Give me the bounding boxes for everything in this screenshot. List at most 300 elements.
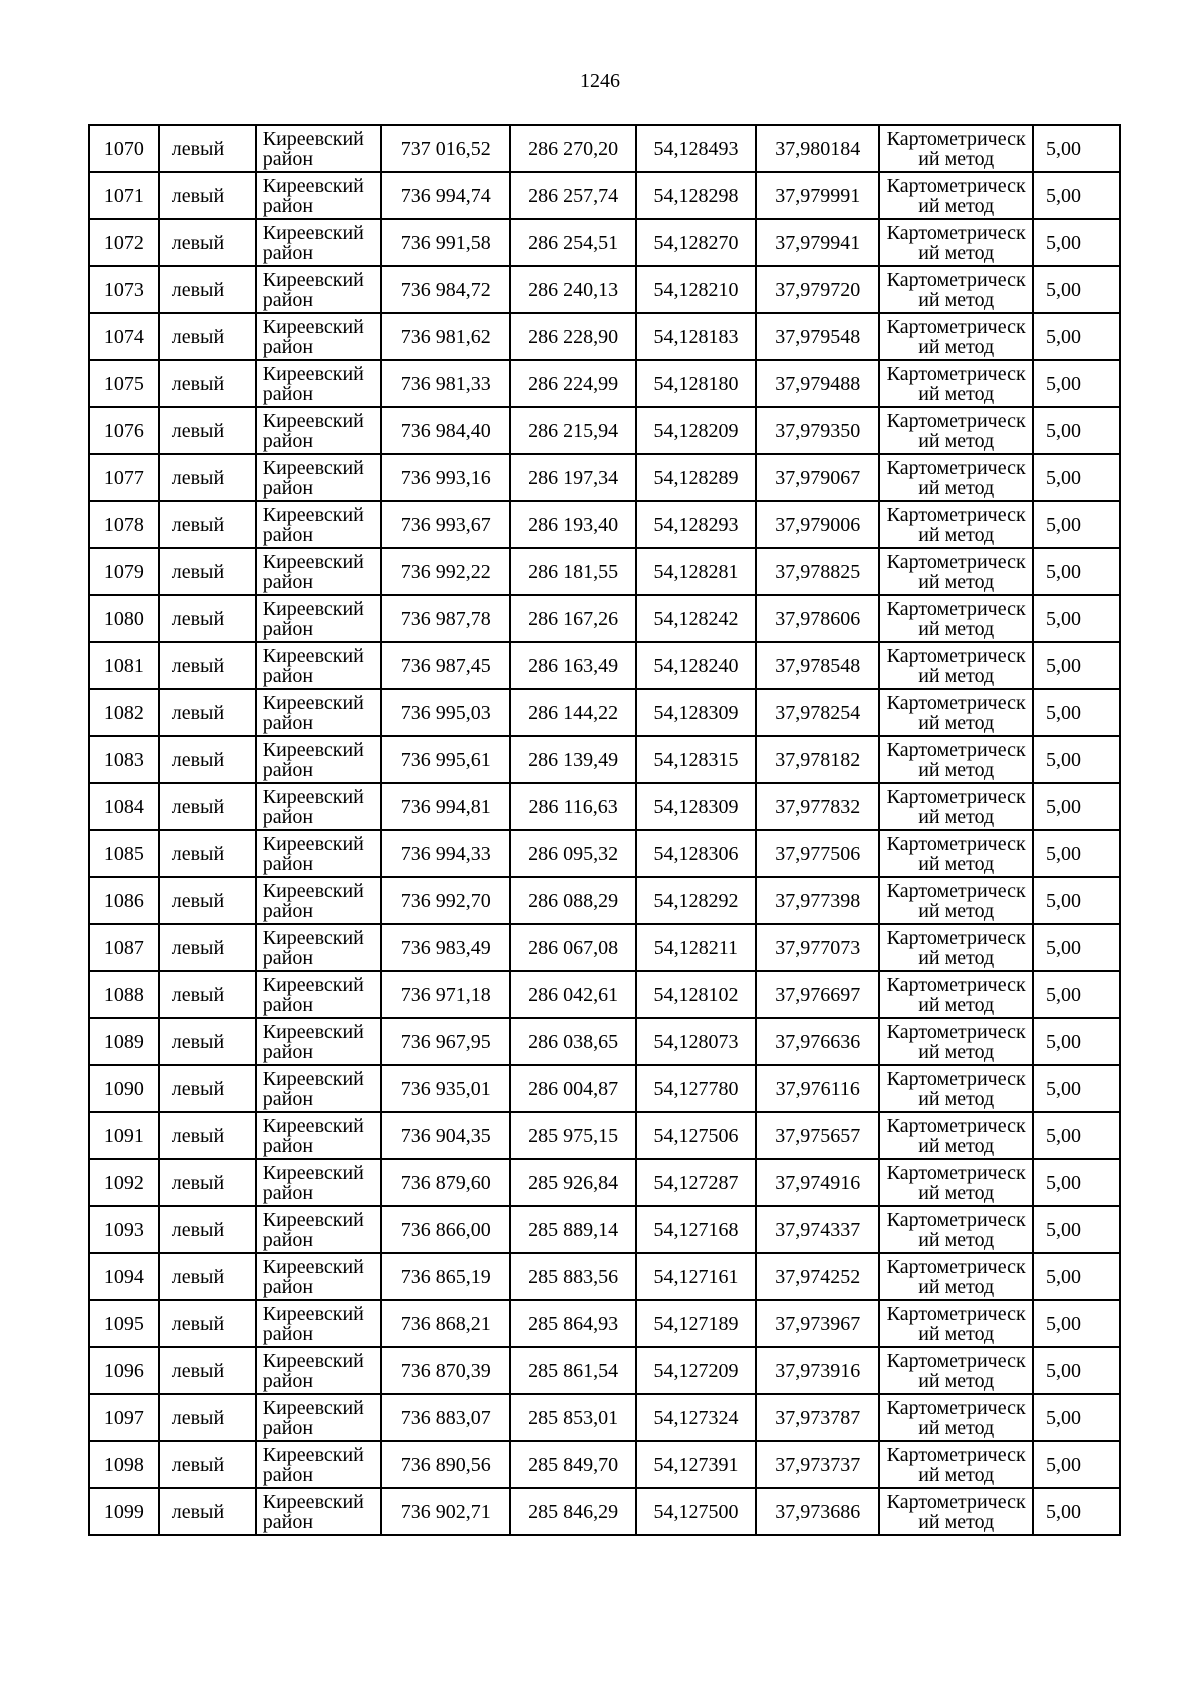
latitude-cell: 54,128211 <box>636 924 756 971</box>
table-row <box>89 1441 1120 1488</box>
bank-side-cell: левый <box>159 1347 256 1394</box>
coord-y-cell: 286 042,61 <box>510 971 635 1018</box>
coord-x-cell: 736 870,39 <box>381 1347 510 1394</box>
bank-side-cell: левый <box>159 783 256 830</box>
longitude-cell: 37,973916 <box>756 1347 879 1394</box>
coord-y-cell: 286 116,63 <box>510 783 635 830</box>
longitude-cell: 37,977398 <box>756 877 879 924</box>
coord-y-cell: 286 197,34 <box>510 454 635 501</box>
table-row <box>89 454 1120 501</box>
latitude-cell: 54,128289 <box>636 454 756 501</box>
district-cell: Киреевский район <box>256 1300 381 1347</box>
point-number-cell: 1094 <box>89 1253 159 1300</box>
coord-x-cell: 736 883,07 <box>381 1394 510 1441</box>
latitude-cell: 54,128183 <box>636 313 756 360</box>
latitude-cell: 54,128270 <box>636 219 756 266</box>
method-cell: Картометрический метод <box>879 1253 1033 1300</box>
bank-side-cell: левый <box>159 407 256 454</box>
latitude-cell: 54,128309 <box>636 783 756 830</box>
table-row <box>89 1394 1120 1441</box>
table-row <box>89 1206 1120 1253</box>
latitude-cell: 54,128309 <box>636 689 756 736</box>
bank-side-cell: левый <box>159 172 256 219</box>
accuracy-cell: 5,00 <box>1033 454 1120 501</box>
latitude-cell: 54,128293 <box>636 501 756 548</box>
table-row <box>89 1488 1120 1535</box>
coord-x-cell: 736 995,61 <box>381 736 510 783</box>
point-number-cell: 1091 <box>89 1112 159 1159</box>
coord-y-cell: 286 228,90 <box>510 313 635 360</box>
coord-x-cell: 736 994,81 <box>381 783 510 830</box>
coord-y-cell: 286 067,08 <box>510 924 635 971</box>
page-number: 1246 <box>580 70 620 92</box>
accuracy-cell: 5,00 <box>1033 1347 1120 1394</box>
bank-side-cell: левый <box>159 736 256 783</box>
point-number-cell: 1083 <box>89 736 159 783</box>
method-cell: Картометрический метод <box>879 830 1033 877</box>
accuracy-cell: 5,00 <box>1033 1206 1120 1253</box>
method-cell: Картометрический метод <box>879 360 1033 407</box>
latitude-cell: 54,128298 <box>636 172 756 219</box>
method-cell: Картометрический метод <box>879 1347 1033 1394</box>
method-cell: Картометрический метод <box>879 454 1033 501</box>
district-cell: Киреевский район <box>256 1112 381 1159</box>
district-cell: Киреевский район <box>256 1394 381 1441</box>
latitude-cell: 54,127287 <box>636 1159 756 1206</box>
latitude-cell: 54,127780 <box>636 1065 756 1112</box>
method-cell: Картометрический метод <box>879 642 1033 689</box>
bank-side-cell: левый <box>159 1065 256 1112</box>
latitude-cell: 54,128315 <box>636 736 756 783</box>
coord-y-cell: 286 224,99 <box>510 360 635 407</box>
coord-y-cell: 286 163,49 <box>510 642 635 689</box>
table-row <box>89 971 1120 1018</box>
accuracy-cell: 5,00 <box>1033 830 1120 877</box>
point-number-cell: 1074 <box>89 313 159 360</box>
point-number-cell: 1099 <box>89 1488 159 1535</box>
method-cell: Картометрический метод <box>879 1441 1033 1488</box>
bank-side-cell: левый <box>159 1394 256 1441</box>
accuracy-cell: 5,00 <box>1033 783 1120 830</box>
latitude-cell: 54,127500 <box>636 1488 756 1535</box>
method-cell: Картометрический метод <box>879 407 1033 454</box>
latitude-cell: 54,127391 <box>636 1441 756 1488</box>
district-cell: Киреевский район <box>256 736 381 783</box>
point-number-cell: 1081 <box>89 642 159 689</box>
latitude-cell: 54,127209 <box>636 1347 756 1394</box>
coord-y-cell: 286 139,49 <box>510 736 635 783</box>
coord-x-cell: 736 994,33 <box>381 830 510 877</box>
point-number-cell: 1082 <box>89 689 159 736</box>
coord-x-cell: 736 987,78 <box>381 595 510 642</box>
point-number-cell: 1080 <box>89 595 159 642</box>
table-row <box>89 830 1120 877</box>
coord-x-cell: 736 992,22 <box>381 548 510 595</box>
coord-x-cell: 736 865,19 <box>381 1253 510 1300</box>
latitude-cell: 54,128210 <box>636 266 756 313</box>
coord-y-cell: 285 864,93 <box>510 1300 635 1347</box>
table-row <box>89 689 1120 736</box>
accuracy-cell: 5,00 <box>1033 219 1120 266</box>
longitude-cell: 37,978825 <box>756 548 879 595</box>
longitude-cell: 37,976116 <box>756 1065 879 1112</box>
latitude-cell: 54,127506 <box>636 1112 756 1159</box>
table-row <box>89 313 1120 360</box>
coord-x-cell: 736 981,33 <box>381 360 510 407</box>
longitude-cell: 37,979006 <box>756 501 879 548</box>
table-row <box>89 1159 1120 1206</box>
accuracy-cell: 5,00 <box>1033 1394 1120 1441</box>
coordinates-table <box>88 124 1121 1536</box>
district-cell: Киреевский район <box>256 172 381 219</box>
bank-side-cell: левый <box>159 501 256 548</box>
coord-x-cell: 737 016,52 <box>381 125 510 172</box>
point-number-cell: 1085 <box>89 830 159 877</box>
longitude-cell: 37,977073 <box>756 924 879 971</box>
point-number-cell: 1077 <box>89 454 159 501</box>
point-number-cell: 1075 <box>89 360 159 407</box>
method-cell: Картометрический метод <box>879 1065 1033 1112</box>
bank-side-cell: левый <box>159 877 256 924</box>
district-cell: Киреевский район <box>256 1159 381 1206</box>
longitude-cell: 37,976636 <box>756 1018 879 1065</box>
longitude-cell: 37,977506 <box>756 830 879 877</box>
table-row <box>89 1347 1120 1394</box>
coord-x-cell: 736 971,18 <box>381 971 510 1018</box>
bank-side-cell: левый <box>159 1206 256 1253</box>
accuracy-cell: 5,00 <box>1033 642 1120 689</box>
coord-y-cell: 286 215,94 <box>510 407 635 454</box>
latitude-cell: 54,127168 <box>636 1206 756 1253</box>
longitude-cell: 37,979488 <box>756 360 879 407</box>
table-row <box>89 924 1120 971</box>
coord-y-cell: 285 883,56 <box>510 1253 635 1300</box>
coord-y-cell: 286 257,74 <box>510 172 635 219</box>
district-cell: Киреевский район <box>256 360 381 407</box>
coord-y-cell: 286 254,51 <box>510 219 635 266</box>
bank-side-cell: левый <box>159 1018 256 1065</box>
coord-x-cell: 736 993,16 <box>381 454 510 501</box>
method-cell: Картометрический метод <box>879 1112 1033 1159</box>
district-cell: Киреевский район <box>256 1206 381 1253</box>
accuracy-cell: 5,00 <box>1033 1253 1120 1300</box>
coord-y-cell: 286 167,26 <box>510 595 635 642</box>
method-cell: Картометрический метод <box>879 689 1033 736</box>
longitude-cell: 37,979067 <box>756 454 879 501</box>
bank-side-cell: левый <box>159 642 256 689</box>
district-cell: Киреевский район <box>256 924 381 971</box>
table-row <box>89 266 1120 313</box>
point-number-cell: 1097 <box>89 1394 159 1441</box>
point-number-cell: 1093 <box>89 1206 159 1253</box>
coord-y-cell: 286 270,20 <box>510 125 635 172</box>
longitude-cell: 37,974916 <box>756 1159 879 1206</box>
longitude-cell: 37,973686 <box>756 1488 879 1535</box>
table-row <box>89 219 1120 266</box>
table-row <box>89 1018 1120 1065</box>
district-cell: Киреевский район <box>256 266 381 313</box>
point-number-cell: 1095 <box>89 1300 159 1347</box>
longitude-cell: 37,973787 <box>756 1394 879 1441</box>
coord-x-cell: 736 995,03 <box>381 689 510 736</box>
coord-x-cell: 736 991,58 <box>381 219 510 266</box>
longitude-cell: 37,973967 <box>756 1300 879 1347</box>
method-cell: Картометрический метод <box>879 1018 1033 1065</box>
accuracy-cell: 5,00 <box>1033 313 1120 360</box>
method-cell: Картометрический метод <box>879 783 1033 830</box>
method-cell: Картометрический метод <box>879 736 1033 783</box>
table-row <box>89 783 1120 830</box>
coord-x-cell: 736 935,01 <box>381 1065 510 1112</box>
point-number-cell: 1086 <box>89 877 159 924</box>
latitude-cell: 54,128102 <box>636 971 756 1018</box>
latitude-cell: 54,127324 <box>636 1394 756 1441</box>
bank-side-cell: левый <box>159 454 256 501</box>
accuracy-cell: 5,00 <box>1033 736 1120 783</box>
district-cell: Киреевский район <box>256 1441 381 1488</box>
method-cell: Картометрический метод <box>879 313 1033 360</box>
bank-side-cell: левый <box>159 1112 256 1159</box>
coord-x-cell: 736 981,62 <box>381 313 510 360</box>
coord-y-cell: 285 849,70 <box>510 1441 635 1488</box>
coord-y-cell: 286 240,13 <box>510 266 635 313</box>
accuracy-cell: 5,00 <box>1033 971 1120 1018</box>
longitude-cell: 37,978548 <box>756 642 879 689</box>
bank-side-cell: левый <box>159 595 256 642</box>
method-cell: Картометрический метод <box>879 924 1033 971</box>
longitude-cell: 37,975657 <box>756 1112 879 1159</box>
accuracy-cell: 5,00 <box>1033 1488 1120 1535</box>
bank-side-cell: левый <box>159 689 256 736</box>
longitude-cell: 37,977832 <box>756 783 879 830</box>
point-number-cell: 1070 <box>89 125 159 172</box>
coord-y-cell: 286 144,22 <box>510 689 635 736</box>
point-number-cell: 1090 <box>89 1065 159 1112</box>
coord-y-cell: 285 975,15 <box>510 1112 635 1159</box>
coord-y-cell: 286 193,40 <box>510 501 635 548</box>
bank-side-cell: левый <box>159 360 256 407</box>
table-row <box>89 1253 1120 1300</box>
coord-y-cell: 285 926,84 <box>510 1159 635 1206</box>
accuracy-cell: 5,00 <box>1033 501 1120 548</box>
accuracy-cell: 5,00 <box>1033 877 1120 924</box>
table-row <box>89 125 1120 172</box>
longitude-cell: 37,979548 <box>756 313 879 360</box>
table-row <box>89 642 1120 689</box>
coord-y-cell: 286 088,29 <box>510 877 635 924</box>
table-row <box>89 736 1120 783</box>
table-row <box>89 172 1120 219</box>
bank-side-cell: левый <box>159 924 256 971</box>
district-cell: Киреевский район <box>256 125 381 172</box>
coord-y-cell: 285 846,29 <box>510 1488 635 1535</box>
coord-y-cell: 285 861,54 <box>510 1347 635 1394</box>
bank-side-cell: левый <box>159 1488 256 1535</box>
method-cell: Картометрический метод <box>879 548 1033 595</box>
latitude-cell: 54,128281 <box>636 548 756 595</box>
district-cell: Киреевский район <box>256 971 381 1018</box>
longitude-cell: 37,976697 <box>756 971 879 1018</box>
district-cell: Киреевский район <box>256 1488 381 1535</box>
point-number-cell: 1079 <box>89 548 159 595</box>
point-number-cell: 1071 <box>89 172 159 219</box>
coord-x-cell: 736 984,40 <box>381 407 510 454</box>
coord-x-cell: 736 904,35 <box>381 1112 510 1159</box>
accuracy-cell: 5,00 <box>1033 172 1120 219</box>
district-cell: Киреевский район <box>256 501 381 548</box>
point-number-cell: 1072 <box>89 219 159 266</box>
district-cell: Киреевский район <box>256 689 381 736</box>
accuracy-cell: 5,00 <box>1033 407 1120 454</box>
method-cell: Картометрический метод <box>879 219 1033 266</box>
accuracy-cell: 5,00 <box>1033 595 1120 642</box>
latitude-cell: 54,128493 <box>636 125 756 172</box>
accuracy-cell: 5,00 <box>1033 1112 1120 1159</box>
longitude-cell: 37,979720 <box>756 266 879 313</box>
accuracy-cell: 5,00 <box>1033 360 1120 407</box>
table-row <box>89 1300 1120 1347</box>
coord-y-cell: 286 095,32 <box>510 830 635 877</box>
point-number-cell: 1087 <box>89 924 159 971</box>
method-cell: Картометрический метод <box>879 1159 1033 1206</box>
latitude-cell: 54,128306 <box>636 830 756 877</box>
method-cell: Картометрический метод <box>879 125 1033 172</box>
latitude-cell: 54,128242 <box>636 595 756 642</box>
district-cell: Киреевский район <box>256 783 381 830</box>
method-cell: Картометрический метод <box>879 172 1033 219</box>
point-number-cell: 1084 <box>89 783 159 830</box>
district-cell: Киреевский район <box>256 595 381 642</box>
latitude-cell: 54,128073 <box>636 1018 756 1065</box>
latitude-cell: 54,127189 <box>636 1300 756 1347</box>
district-cell: Киреевский район <box>256 1253 381 1300</box>
longitude-cell: 37,974337 <box>756 1206 879 1253</box>
longitude-cell: 37,979941 <box>756 219 879 266</box>
coord-y-cell: 285 853,01 <box>510 1394 635 1441</box>
bank-side-cell: левый <box>159 313 256 360</box>
point-number-cell: 1088 <box>89 971 159 1018</box>
accuracy-cell: 5,00 <box>1033 1065 1120 1112</box>
method-cell: Картометрический метод <box>879 501 1033 548</box>
method-cell: Картометрический метод <box>879 877 1033 924</box>
bank-side-cell: левый <box>159 971 256 1018</box>
bank-side-cell: левый <box>159 548 256 595</box>
method-cell: Картометрический метод <box>879 595 1033 642</box>
district-cell: Киреевский район <box>256 313 381 360</box>
longitude-cell: 37,978254 <box>756 689 879 736</box>
longitude-cell: 37,978606 <box>756 595 879 642</box>
point-number-cell: 1089 <box>89 1018 159 1065</box>
accuracy-cell: 5,00 <box>1033 1159 1120 1206</box>
bank-side-cell: левый <box>159 1159 256 1206</box>
point-number-cell: 1073 <box>89 266 159 313</box>
table-body <box>89 125 1120 1535</box>
latitude-cell: 54,128240 <box>636 642 756 689</box>
coord-x-cell: 736 993,67 <box>381 501 510 548</box>
accuracy-cell: 5,00 <box>1033 1300 1120 1347</box>
table-row <box>89 548 1120 595</box>
district-cell: Киреевский район <box>256 407 381 454</box>
longitude-cell: 37,978182 <box>756 736 879 783</box>
coord-y-cell: 286 004,87 <box>510 1065 635 1112</box>
method-cell: Картометрический метод <box>879 1300 1033 1347</box>
bank-side-cell: левый <box>159 219 256 266</box>
longitude-cell: 37,979350 <box>756 407 879 454</box>
district-cell: Киреевский район <box>256 454 381 501</box>
method-cell: Картометрический метод <box>879 1394 1033 1441</box>
point-number-cell: 1076 <box>89 407 159 454</box>
accuracy-cell: 5,00 <box>1033 125 1120 172</box>
coord-y-cell: 286 038,65 <box>510 1018 635 1065</box>
bank-side-cell: левый <box>159 1441 256 1488</box>
district-cell: Киреевский район <box>256 877 381 924</box>
district-cell: Киреевский район <box>256 1065 381 1112</box>
coord-x-cell: 736 866,00 <box>381 1206 510 1253</box>
coord-x-cell: 736 879,60 <box>381 1159 510 1206</box>
coord-x-cell: 736 987,45 <box>381 642 510 689</box>
method-cell: Картометрический метод <box>879 266 1033 313</box>
longitude-cell: 37,980184 <box>756 125 879 172</box>
coord-x-cell: 736 983,49 <box>381 924 510 971</box>
bank-side-cell: левый <box>159 266 256 313</box>
coord-x-cell: 736 967,95 <box>381 1018 510 1065</box>
point-number-cell: 1092 <box>89 1159 159 1206</box>
bank-side-cell: левый <box>159 1300 256 1347</box>
bank-side-cell: левый <box>159 830 256 877</box>
accuracy-cell: 5,00 <box>1033 266 1120 313</box>
method-cell: Картометрический метод <box>879 971 1033 1018</box>
accuracy-cell: 5,00 <box>1033 1441 1120 1488</box>
method-cell: Картометрический метод <box>879 1206 1033 1253</box>
table-row <box>89 360 1120 407</box>
method-cell: Картометрический метод <box>879 1488 1033 1535</box>
latitude-cell: 54,127161 <box>636 1253 756 1300</box>
accuracy-cell: 5,00 <box>1033 924 1120 971</box>
bank-side-cell: левый <box>159 125 256 172</box>
coord-x-cell: 736 890,56 <box>381 1441 510 1488</box>
bank-side-cell: левый <box>159 1253 256 1300</box>
point-number-cell: 1098 <box>89 1441 159 1488</box>
district-cell: Киреевский район <box>256 1347 381 1394</box>
table-row <box>89 1065 1120 1112</box>
table-row <box>89 1112 1120 1159</box>
longitude-cell: 37,973737 <box>756 1441 879 1488</box>
accuracy-cell: 5,00 <box>1033 689 1120 736</box>
point-number-cell: 1078 <box>89 501 159 548</box>
coord-y-cell: 285 889,14 <box>510 1206 635 1253</box>
table-row <box>89 877 1120 924</box>
table-row <box>89 595 1120 642</box>
district-cell: Киреевский район <box>256 642 381 689</box>
accuracy-cell: 5,00 <box>1033 1018 1120 1065</box>
coord-x-cell: 736 992,70 <box>381 877 510 924</box>
coord-y-cell: 286 181,55 <box>510 548 635 595</box>
point-number-cell: 1096 <box>89 1347 159 1394</box>
coord-x-cell: 736 868,21 <box>381 1300 510 1347</box>
district-cell: Киреевский район <box>256 830 381 877</box>
accuracy-cell: 5,00 <box>1033 548 1120 595</box>
coord-x-cell: 736 902,71 <box>381 1488 510 1535</box>
latitude-cell: 54,128180 <box>636 360 756 407</box>
district-cell: Киреевский район <box>256 219 381 266</box>
latitude-cell: 54,128292 <box>636 877 756 924</box>
table-row <box>89 501 1120 548</box>
district-cell: Киреевский район <box>256 548 381 595</box>
longitude-cell: 37,979991 <box>756 172 879 219</box>
longitude-cell: 37,974252 <box>756 1253 879 1300</box>
coord-x-cell: 736 984,72 <box>381 266 510 313</box>
district-cell: Киреевский район <box>256 1018 381 1065</box>
